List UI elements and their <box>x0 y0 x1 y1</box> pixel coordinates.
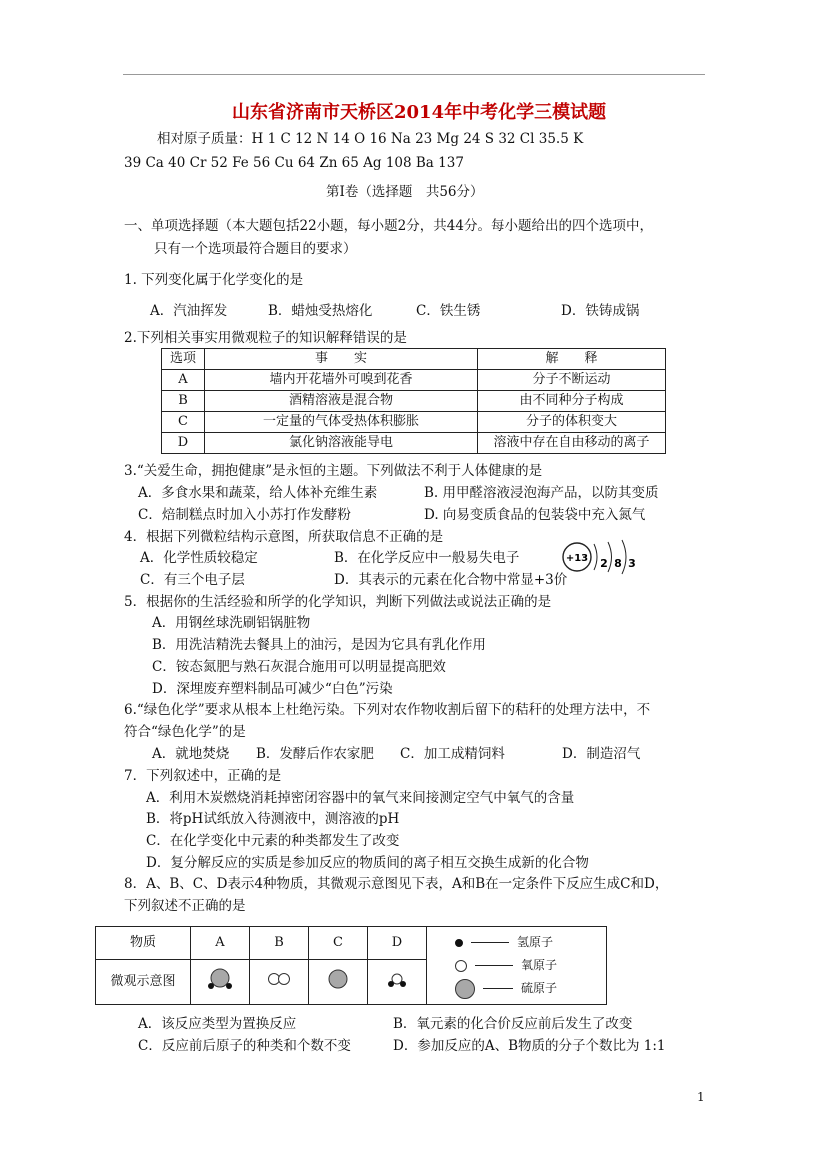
q5-option-a: A．用钢丝球洗刷铝锅脏物 <box>152 615 311 631</box>
table-cell: 分子的体积变大 <box>478 412 666 433</box>
table-row <box>162 391 666 412</box>
shell-electron-count: 3 <box>628 557 636 570</box>
q6-stem-line-1: 6.“绿色化学”要求从根本上杜绝污染。下列对农作物收割后留下的秸秆的处理方法中，不 <box>124 702 651 718</box>
oxygen-atom <box>269 973 280 984</box>
q6-option-b: B．发酵后作农家肥 <box>256 746 374 762</box>
electron-shell-arc <box>608 542 612 572</box>
q3-option-a: A．多食水果和蔬菜，给人体补充维生素 <box>138 485 378 501</box>
table-header-cell: 事 实 <box>205 349 478 370</box>
q1-stem: 1. 下列变化属于化学变化的是 <box>124 272 304 288</box>
table-header-row <box>162 349 666 370</box>
molecule-cell <box>250 960 309 1005</box>
hydrogen-atom <box>388 981 394 987</box>
q8-option-d: D．参加反应的A、B物质的分子个数比为 1:1 <box>393 1038 666 1054</box>
q5-option-d: D．深埋废弃塑料制品可减少“白色”污染 <box>152 681 393 697</box>
q2-stem: 2.下列相关事实用微观粒子的知识解释错误的是 <box>124 330 407 346</box>
table-cell: D <box>368 927 427 960</box>
table-header-cell: 选项 <box>162 349 205 370</box>
q7-option-a: A．利用木炭燃烧消耗掉密闭容器中的氧气来间接测定空气中氧气的含量 <box>146 790 575 806</box>
table-cell: 分子不断运动 <box>478 370 666 391</box>
atomic-mass-line-1: 相对原子质量：H 1 C 12 N 14 O 16 Na 23 Mg 24 S 32 Cl 35.5 K <box>157 131 584 147</box>
hydrogen-atom-icon <box>455 939 463 947</box>
legend-cell <box>427 927 607 1005</box>
molecule-cell <box>191 960 250 1005</box>
table-row <box>96 927 607 960</box>
q3-option-c: C．焙制糕点时加入小苏打作发酵粉 <box>138 507 351 523</box>
atomic-mass-line-2: 39 Ca 40 Cr 52 Fe 56 Cu 64 Zn 65 Ag 108 Ba 137 <box>124 155 464 171</box>
table-cell: C <box>162 412 205 433</box>
legend-item <box>455 954 606 977</box>
electron-shell-arc <box>594 544 597 570</box>
q5-option-b: B．用洗洁精洗去餐具上的油污，是因为它具有乳化作用 <box>152 637 486 653</box>
q3-stem: 3.“关爱生命，拥抱健康”是永恒的主题。下列做法不利于人体健康的是 <box>124 463 543 479</box>
table-cell: 酒精溶液是混合物 <box>205 391 478 412</box>
table-cell: 墙内开花墙外可嗅到花香 <box>205 370 478 391</box>
q8-table <box>95 926 607 1005</box>
q5-option-c: C．铵态氮肥与熟石灰混合施用可以明显提高肥效 <box>152 659 446 675</box>
q4-stem: 4．根据下列微粒结构示意图，所获取信息不正确的是 <box>124 529 444 545</box>
legend-line <box>483 988 513 989</box>
nucleus-charge-label: +13 <box>565 553 589 564</box>
q6-option-d: D．制造沼气 <box>562 746 641 762</box>
sulfur-atom <box>211 969 229 987</box>
atom-structure-diagram <box>558 536 644 576</box>
q4-option-b: B．在化学反应中一般易失电子 <box>334 550 520 566</box>
legend-label: 氧原子 <box>521 958 558 972</box>
header-rule <box>123 74 705 75</box>
q8-option-b: B．氧元素的化合价反应前后发生了改变 <box>393 1016 633 1032</box>
section-instructions-line-1: 一、单项选择题（本大题包括22小题，每小题2分，共44分。每小题给出的四个选项中， <box>124 218 653 234</box>
electron-shell-arc <box>622 540 626 574</box>
q4-option-a: A．化学性质较稳定 <box>140 550 258 566</box>
table-cell: A <box>162 370 205 391</box>
shell-electron-count: 8 <box>614 557 622 570</box>
legend-line <box>475 965 513 966</box>
o2-molecule-icon <box>264 969 294 989</box>
oxygen-atom <box>279 973 290 984</box>
q6-option-c: C．加工成精饲料 <box>400 746 505 762</box>
legend-item <box>455 931 606 954</box>
table-cell: B <box>250 927 309 960</box>
sulfur-atom <box>329 970 347 988</box>
q1-option-c: C．铁生锈 <box>416 303 481 319</box>
q3-option-b: B. 用甲醛溶液浸泡海产品，以防其变质 <box>424 485 659 501</box>
table-cell: 溶液中存在自由移动的离子 <box>478 433 666 454</box>
table-row <box>162 412 666 433</box>
q4-option-d: D．其表示的元素在化合物中常显+3价 <box>334 572 568 588</box>
q1-option-b: B．蜡烛受热熔化 <box>268 303 373 319</box>
hydrogen-atom <box>208 983 214 989</box>
hydrogen-atom <box>226 983 232 989</box>
legend-item <box>455 977 606 1000</box>
molecule-cell <box>368 960 427 1005</box>
hydrogen-atom <box>400 981 406 987</box>
q1-option-d: D．铁铸成锅 <box>561 303 640 319</box>
table-header-cell: 物质 <box>96 927 191 960</box>
section-instructions-line-2: 只有一个选项最符合题目的要求） <box>154 241 357 257</box>
table-header-cell: 解 释 <box>478 349 666 370</box>
table-cell: C <box>309 927 368 960</box>
shell-electron-count: 2 <box>600 557 608 570</box>
q8-stem-line-1: 8．A、B、C、D表示4种物质，其微观示意图见下表，A和B在一定条件下反应生成C和D， <box>124 876 669 892</box>
q4-option-c: C．有三个电子层 <box>140 572 245 588</box>
page-title: 山东省济南市天桥区2014年中考化学三模试题 <box>232 102 607 123</box>
legend-label: 氢原子 <box>517 935 554 949</box>
q8-option-c: C．反应前后原子的种类和个数不变 <box>138 1038 351 1054</box>
h2s-molecule-icon <box>205 965 235 993</box>
q7-option-b: B．将pH试纸放入待测液中，测溶液的pH <box>146 811 400 827</box>
page-number: 1 <box>697 1090 705 1104</box>
q7-option-c: C．在化学变化中元素的种类都发生了改变 <box>146 833 400 849</box>
q1-option-a: A．汽油挥发 <box>150 303 228 319</box>
table-header-cell: 微观示意图 <box>96 960 191 1005</box>
table-cell: 一定量的气体受热体积膨胀 <box>205 412 478 433</box>
table-cell: B <box>162 391 205 412</box>
q7-option-d: D．复分解反应的实质是参加反应的物质间的离子相互交换生成新的化合物 <box>146 855 589 871</box>
table-cell: D <box>162 433 205 454</box>
table-row <box>162 370 666 391</box>
sulfur-molecule-icon <box>325 966 351 992</box>
molecule-cell <box>309 960 368 1005</box>
q7-stem: 7．下列叙述中，正确的是 <box>124 768 282 784</box>
table-cell: A <box>191 927 250 960</box>
q3-option-d: D. 向易变质食品的包装袋中充入氮气 <box>424 507 646 523</box>
q5-stem: 5．根据你的生活经验和所学的化学知识，判断下列做法或说法正确的是 <box>124 594 552 610</box>
q6-option-a: A．就地焚烧 <box>152 746 230 762</box>
q2-table <box>161 348 666 454</box>
h2o-molecule-icon <box>384 967 410 991</box>
q8-option-a: A．该反应类型为置换反应 <box>138 1016 297 1032</box>
legend-label: 硫原子 <box>521 981 558 995</box>
legend-line <box>471 942 509 943</box>
oxygen-atom-icon <box>455 960 467 972</box>
table-row <box>162 433 666 454</box>
q8-stem-line-2: 下列叙述不正确的是 <box>124 898 246 914</box>
volume-title: 第Ⅰ卷（选择题 共56分） <box>326 184 484 200</box>
q6-stem-line-2: 符合“绿色化学”的是 <box>124 724 246 740</box>
table-cell: 由不同种分子构成 <box>478 391 666 412</box>
sulfur-atom-icon <box>455 979 475 999</box>
table-cell: 氯化钠溶液能导电 <box>205 433 478 454</box>
